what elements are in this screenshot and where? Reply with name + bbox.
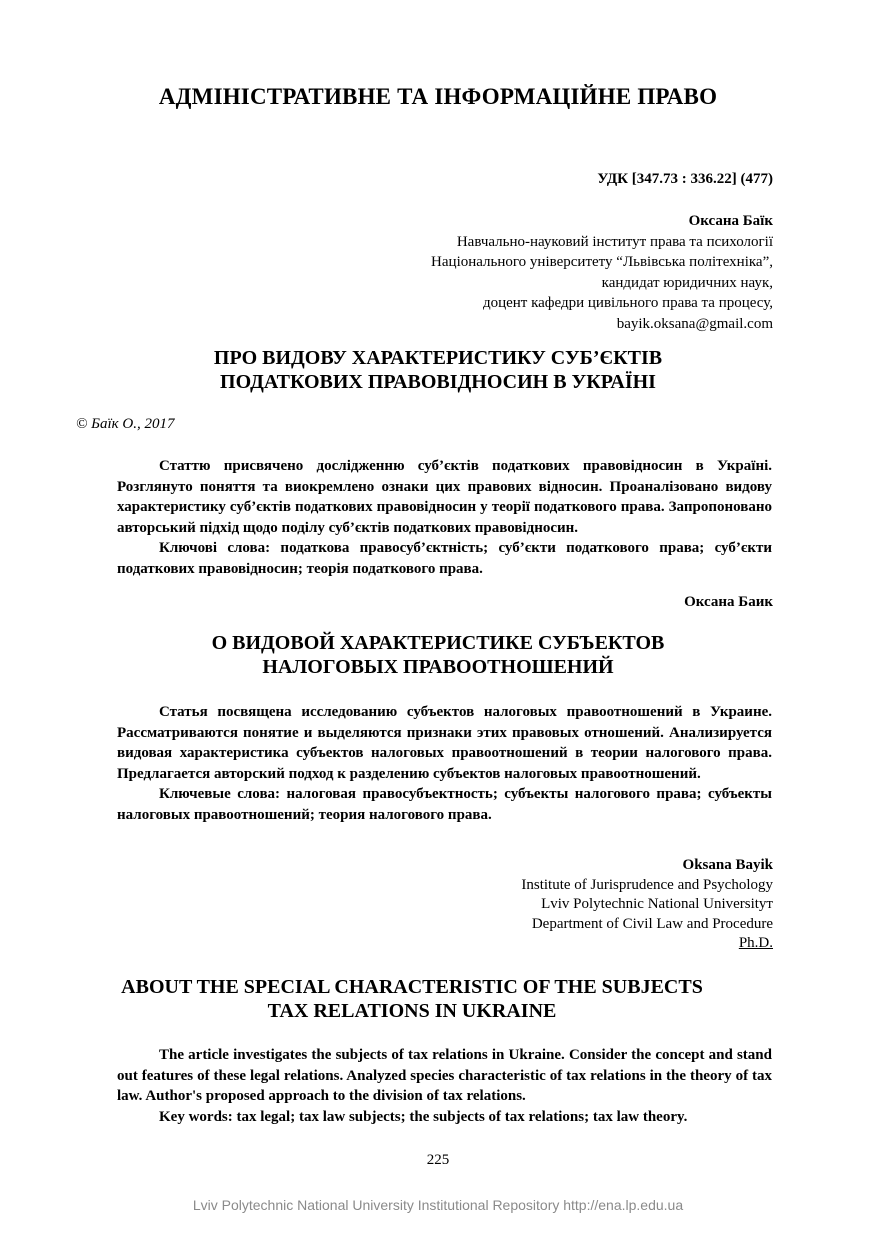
article-title-ru: [0, 631, 876, 679]
abstract-en: [117, 1045, 772, 1127]
author-name-en: Oksana Bayik: [682, 857, 773, 873]
author-name-ru: Оксана Баик: [684, 594, 773, 610]
affiliation-line: Institute of Jurisprudence and Psychology: [521, 876, 773, 893]
title-line: ПОДАТКОВИХ ПРАВОВІДНОСИН В УКРАЇНІ: [220, 371, 656, 393]
author-affiliation-uk: [431, 211, 773, 334]
title-line: TAX RELATIONS IN UKRAINE: [267, 1000, 557, 1022]
abstract-text: Статтю присвячено дослідженню суб’єктів податкових правовідносин в Україні. Розглянуто поняття та виокремлено ознаки цих правових відносин. Проаналізовано видову характеристику суб’єктів податкових правовідносин у теорії податкового права. Запропоновано авторський підхід щодо поділу суб’єктів податкових правовідносин.: [117, 458, 772, 536]
author-degree: Ph.D.: [738, 935, 773, 951]
copyright-notice: © Баїк О., 2017: [76, 416, 175, 432]
article-title-uk: [0, 346, 876, 394]
abstract-uk: [117, 456, 772, 579]
affiliation-line: доцент кафедри цивільного права та процесу,: [482, 295, 773, 311]
title-line: О ВИДОВОЙ ХАРАКТЕРИСТИКЕ СУБЪЕКТОВ: [211, 632, 665, 654]
abstract-text: The article investigates the subjects of tax relations in Ukraine. Consider the concept and stand out features of these legal relations. Analyzed species characteristic of tax relations in the theory of tax law. Author's proposed approach to the division of tax relations.: [117, 1047, 772, 1104]
affiliation-line: Lviv Polytechnic National Universityт: [541, 896, 773, 912]
udk-code: УДК [347.73 : 336.22] (477): [597, 171, 773, 187]
author-email: bayik.oksana@gmail.com: [616, 315, 773, 332]
keywords: Ключевые слова: налоговая правосубъектность; субъекты налогового права; субъекты налоговых правоотношений; теория налогового права.: [117, 786, 772, 823]
title-line: ПРО ВИДОВУ ХАРАКТЕРИСТИКУ СУБ’ЄКТІВ: [213, 347, 663, 369]
author-name-uk: Оксана Баїк: [688, 213, 773, 229]
section-header: АДМІНІСТРАТИВНЕ ТА ІНФОРМАЦІЙНЕ ПРАВО: [158, 84, 718, 109]
title-line: ABOUT THE SPECIAL CHARACTERISTIC OF THE SUBJECTS: [121, 976, 703, 998]
author-affiliation-en: [521, 856, 773, 954]
title-line: НАЛОГОВЫХ ПРАВООТНОШЕНИЙ: [262, 656, 614, 678]
keywords: Ключові слова: податкова правосуб’єктність; суб’єкти податкового права; суб’єкти податкових правовідносин; теорія податкового права.: [117, 540, 772, 577]
affiliation-line: Навчально-науковий інститут права та психології: [456, 233, 773, 250]
affiliation-line: Національного університету “Львівська політехніка”,: [431, 254, 773, 270]
affiliation-line: кандидат юридичних наук,: [601, 274, 773, 291]
abstract-text: Статья посвящена исследованию субъектов налоговых правоотношений в Украине. Рассматриваются понятие и выделяются признаки этих правовых отношений. Анализируется видовая характеристика субъектов налоговых правоотношений в теории налогового права. Предлагается авторский подход к разделению субъектов налоговых правоотношений.: [117, 704, 772, 782]
abstract-ru: [117, 702, 772, 825]
keywords: Key words: tax legal; tax law subjects; the subjects of tax relations; tax law theory.: [159, 1108, 688, 1125]
article-title-en: [0, 975, 850, 1023]
page-number: 225: [426, 1152, 450, 1168]
repository-footer: Lviv Polytechnic National University Institutional Repository http://ena.lp.edu.ua: [192, 1197, 684, 1213]
affiliation-line: Department of Civil Law and Procedure: [531, 915, 773, 932]
